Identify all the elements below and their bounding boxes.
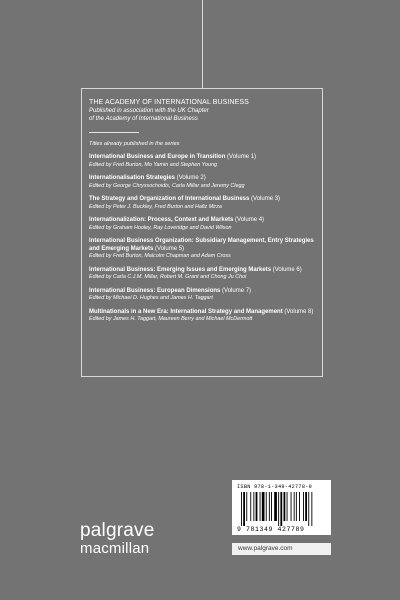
book-title-line (89, 196, 314, 204)
book-editors: Edited by Carla C.J.M. Millar, Robert M. Grant and Chong Ju Choi (89, 274, 247, 281)
publisher-logo (80, 521, 154, 558)
already-published-heading: Titles already published in the series (89, 141, 180, 147)
book-editors: Edited by Fred Burton, Mo Yamin and Stephen Young (89, 161, 217, 168)
book-title: International Business and Europe in Transition (89, 154, 226, 160)
publisher-url: www.palgrave.com (232, 543, 331, 555)
book-title: Multinationals in a New Era: International Strategy and Management (89, 308, 283, 315)
book-title-line (89, 238, 314, 253)
series-subtitle-line2: of the Academy of International Business (89, 116, 198, 122)
book-editors: Edited by Graham Hooley, Ray Loveridge and David Wilson (89, 224, 232, 231)
book-entry-1 (89, 154, 314, 169)
book-title: Internationalisation Strategies (89, 175, 176, 181)
series-panel (81, 88, 323, 377)
book-entry-3 (89, 196, 314, 211)
book-title-line (89, 267, 314, 275)
book-editors: Edited by George Chryssochoidis, Carla Millar and Jeremy Clegg (89, 182, 245, 189)
book-title-line (89, 217, 314, 225)
book-entry-2 (89, 175, 314, 190)
book-volume: (Volume 8) (284, 308, 314, 315)
book-entry-8 (89, 309, 314, 324)
book-title: The Strategy and Organization of International Business (89, 196, 250, 202)
book-volume: (Volume 7) (222, 287, 252, 294)
book-volume: (Volume 5) (155, 245, 185, 252)
barcode-icon (237, 492, 326, 526)
book-title-line (89, 175, 314, 183)
isbn-digits: 9 781349 427789 (237, 526, 305, 533)
book-title: International Business: Emerging Issues and Emerging Markets (89, 266, 272, 273)
book-volume: (Volume 4) (235, 217, 265, 223)
barcode-box (232, 480, 331, 535)
divider (89, 132, 139, 133)
book-entry-5 (89, 238, 314, 261)
book-title: Internationalization: Process, Context and Markets (89, 217, 234, 223)
top-vertical-rule (202, 0, 203, 88)
isbn-label: ISBN 978-1-349-42778-9 (237, 484, 313, 490)
book-entry-7 (89, 288, 314, 303)
logo-line-2: macmillan (80, 540, 150, 557)
book-volume: (Volume 3) (251, 196, 281, 202)
book-title-line (89, 288, 314, 296)
book-volume: (Volume 6) (272, 266, 302, 273)
book-editors: Edited by James H. Taggart, Maureen Berry and Michael McDermott (89, 316, 253, 323)
series-subtitle-line1: Published in association with the UK Chapter (89, 108, 209, 114)
book-editors: Edited by Peter J. Buckley, Fred Burton and Hafiz Mirza (89, 203, 222, 210)
book-volume: (Volume 1) (227, 154, 257, 160)
book-volume: (Volume 2) (176, 175, 206, 181)
book-title: International Business Organization: Subsidiary Management, Entry Strategies and Emerging Markets (89, 238, 314, 252)
book-editors: Edited by Michael D. Hughes and James H. Taggart (89, 295, 213, 302)
series-name: THE ACADEMY OF INTERNATIONAL BUSINESS (89, 99, 249, 106)
book-entry-4 (89, 217, 314, 232)
book-title: International Business: European Dimensions (89, 287, 221, 294)
book-title-line (89, 309, 314, 317)
book-editors: Edited by Fred Burton, Malcolm Chapman and Adam Cross (89, 253, 231, 260)
book-entry-6 (89, 267, 314, 282)
book-title-line (89, 154, 314, 162)
logo-line-1: palgrave (80, 520, 155, 541)
